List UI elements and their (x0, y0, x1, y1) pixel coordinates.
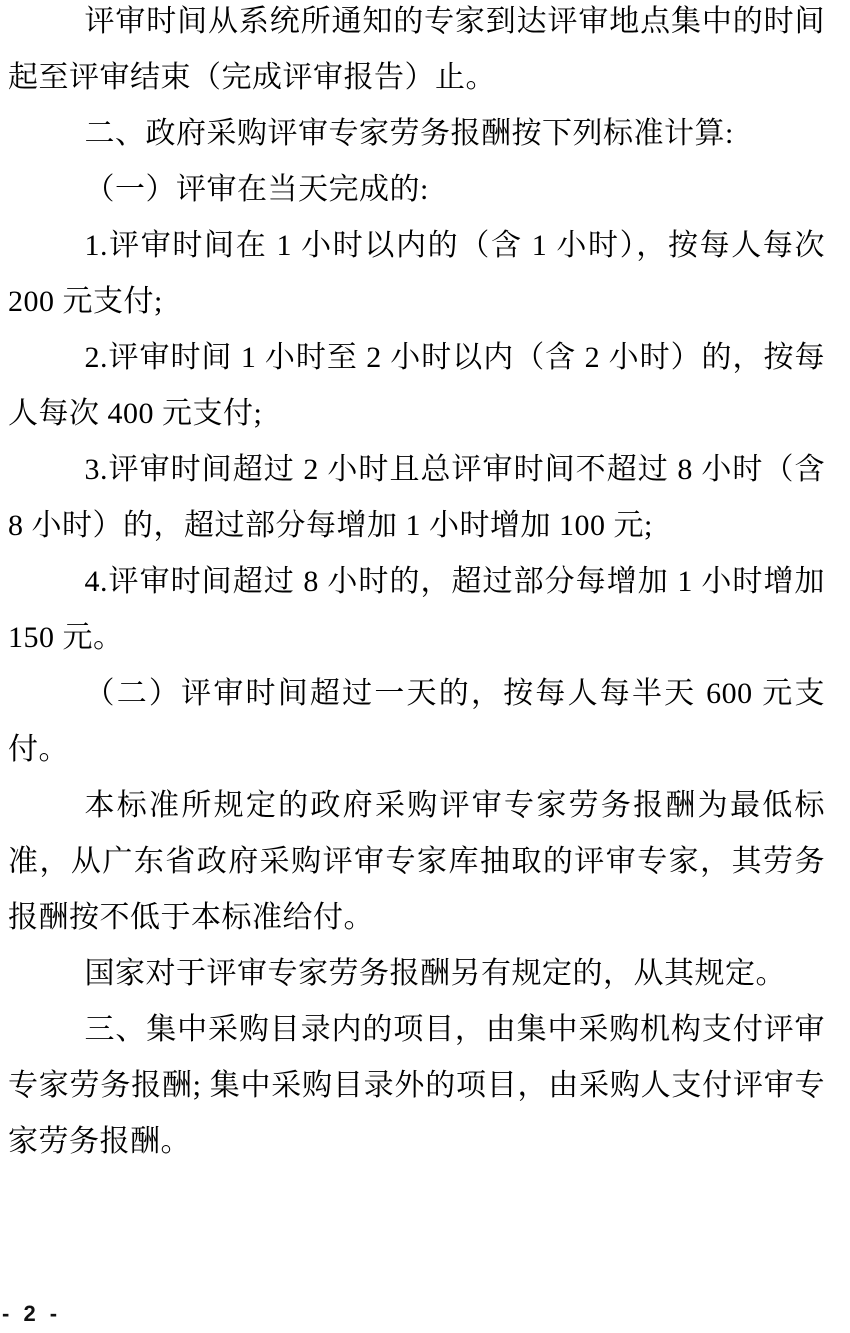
paragraph-national-rules: 国家对于评审专家劳务报酬另有规定的，从其规定。 (84, 957, 786, 990)
paragraph-subsection-1-heading: （一）评审在当天完成的: (84, 173, 429, 206)
paragraph-item-1: 1.评审时间在 1 小时以内的（含 1 小时），按每人每次 200 元支付; (8, 229, 825, 318)
paragraph-item-2: 2.评审时间 1 小时至 2 小时以内（含 2 小时）的，按每人每次 400 元支付; (8, 341, 825, 430)
paragraph-subsection-2: （二）评审时间超过一天的，按每人每半天 600 元支付。 (8, 677, 825, 766)
paragraph-item-4: 4.评审时间超过 8 小时的，超过部分每增加 1 小时增加 150 元。 (8, 565, 825, 654)
paragraph-item-3: 3.评审时间超过 2 小时且总评审时间不超过 8 小时（含 8 小时）的，超过部分每增加 1 小时增加 100 元; (8, 453, 825, 542)
paragraph-review-time-definition: 评审时间从系统所通知的专家到达评审地点集中的时间起至评审结束（完成评审报告）止。 (8, 5, 825, 94)
page-number: - 2 - (2, 1301, 62, 1326)
paragraph-section-3: 三、集中采购目录内的项目，由集中采购机构支付评审专家劳务报酬; 集中采购目录外的项目，由采购人支付评审专家劳务报酬。 (8, 1013, 825, 1158)
paragraph-minimum-standard: 本标准所规定的政府采购评审专家劳务报酬为最低标准，从广东省政府采购评审专家库抽取的评审专家，其劳务报酬按不低于本标准给付。 (8, 789, 825, 934)
paragraph-section-2-heading: 二、政府采购评审专家劳务报酬按下列标准计算: (84, 117, 734, 150)
document-body (8, 0, 825, 1170)
